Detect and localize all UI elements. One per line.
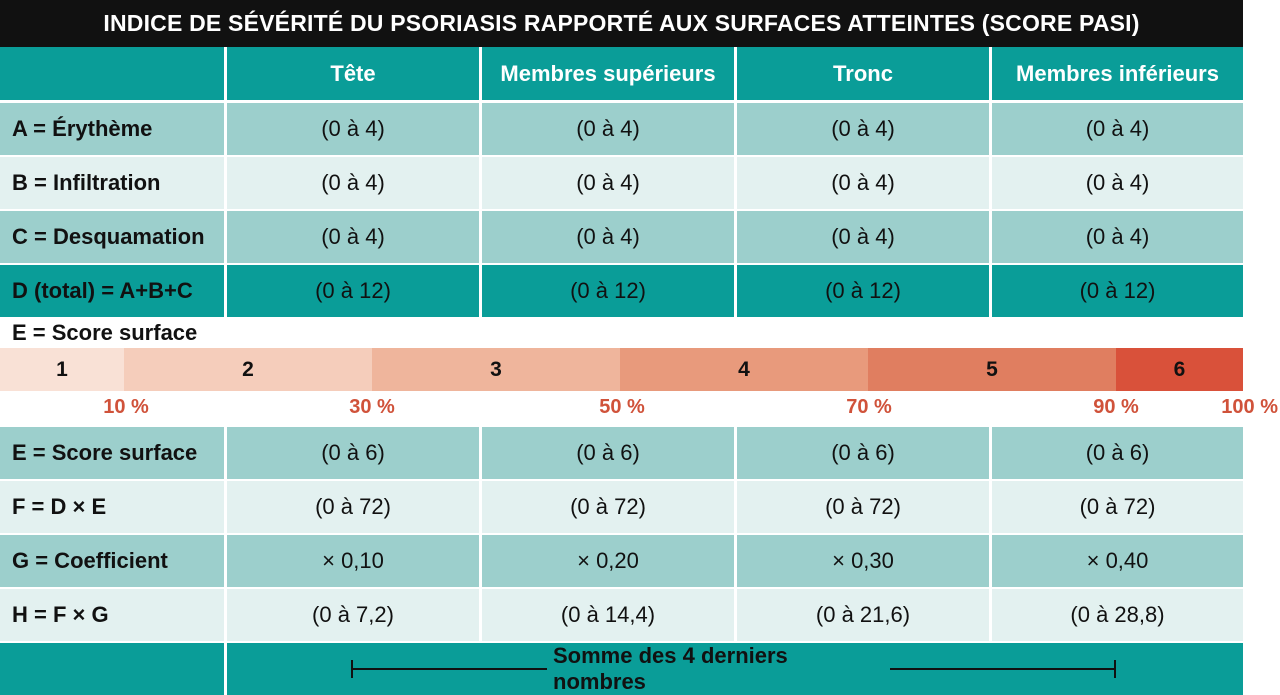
table-cell: (0 à 72) (227, 481, 479, 533)
surface-level-2: 2 (124, 348, 372, 391)
table-cell: (0 à 14,4) (482, 589, 734, 641)
table-cell: (0 à 4) (992, 211, 1243, 263)
row-label: B = Infiltration (0, 157, 224, 209)
row-label: C = Desquamation (0, 211, 224, 263)
row-label: H = F × G (0, 589, 224, 641)
percent-mark: 50 % (599, 396, 645, 418)
header-corner (0, 47, 224, 100)
surface-level-3: 3 (372, 348, 620, 391)
percent-mark: 70 % (846, 396, 892, 418)
table-cell: (0 à 4) (482, 103, 734, 155)
table-cell: (0 à 12) (737, 265, 989, 317)
surface-level-1: 1 (0, 348, 124, 391)
row-label: E = Score surface (0, 427, 224, 479)
percent-mark: 10 % (103, 396, 149, 418)
column-header: Membres inférieurs (992, 47, 1243, 100)
table-cell: × 0,10 (227, 535, 479, 587)
footer-corner (0, 643, 224, 695)
table-cell: (0 à 6) (737, 427, 989, 479)
table-cell: (0 à 72) (992, 481, 1243, 533)
bracket-end-left (351, 660, 353, 678)
table-cell: (0 à 4) (992, 103, 1243, 155)
table-cell: (0 à 28,8) (992, 589, 1243, 641)
footer-sum-label: Somme des 4 derniers nombres (553, 643, 788, 694)
table-cell: (0 à 72) (482, 481, 734, 533)
table-cell: (0 à 7,2) (227, 589, 479, 641)
row-label: F = D × E (0, 481, 224, 533)
table-cell: (0 à 6) (992, 427, 1243, 479)
table-cell: (0 à 6) (482, 427, 734, 479)
row-label: D (total) = A+B+C (0, 265, 224, 317)
table-cell: (0 à 12) (227, 265, 479, 317)
table-cell: (0 à 4) (737, 103, 989, 155)
surface-scale-label: E = Score surface (12, 320, 198, 345)
percent-mark: 90 % (1093, 396, 1139, 418)
table-cell: (0 à 4) (482, 211, 734, 263)
table-cell: (0 à 4) (227, 157, 479, 209)
table-cell: (0 à 4) (992, 157, 1243, 209)
table-cell: (0 à 21,6) (737, 589, 989, 641)
table-cell: (0 à 12) (482, 265, 734, 317)
bracket-line-right (890, 668, 1116, 670)
bracket-end-right (1114, 660, 1116, 678)
table-cell: (0 à 6) (227, 427, 479, 479)
table-cell: (0 à 4) (482, 157, 734, 209)
table-cell: × 0,20 (482, 535, 734, 587)
table-cell: (0 à 12) (992, 265, 1243, 317)
column-header: Tête (227, 47, 479, 100)
table-cell: (0 à 4) (737, 211, 989, 263)
percent-mark: 100 % (1221, 396, 1278, 418)
table-cell: × 0,40 (992, 535, 1243, 587)
table-cell: × 0,30 (737, 535, 989, 587)
column-header: Tronc (737, 47, 989, 100)
table-cell: (0 à 4) (227, 211, 479, 263)
table-title: INDICE DE SÉVÉRITÉ DU PSORIASIS RAPPORTÉ AUX SURFACES ATTEINTES (SCORE PASI) (0, 0, 1243, 47)
table-cell: (0 à 72) (737, 481, 989, 533)
table-cell: (0 à 4) (737, 157, 989, 209)
row-label: A = Érythème (0, 103, 224, 155)
surface-level-6: 6 (1116, 348, 1243, 391)
column-header: Membres supérieurs (482, 47, 734, 100)
row-label: G = Coefficient (0, 535, 224, 587)
surface-level-5: 5 (868, 348, 1116, 391)
bracket-line-left (351, 668, 547, 670)
surface-level-4: 4 (620, 348, 868, 391)
table-cell: (0 à 4) (227, 103, 479, 155)
percent-mark: 30 % (349, 396, 395, 418)
